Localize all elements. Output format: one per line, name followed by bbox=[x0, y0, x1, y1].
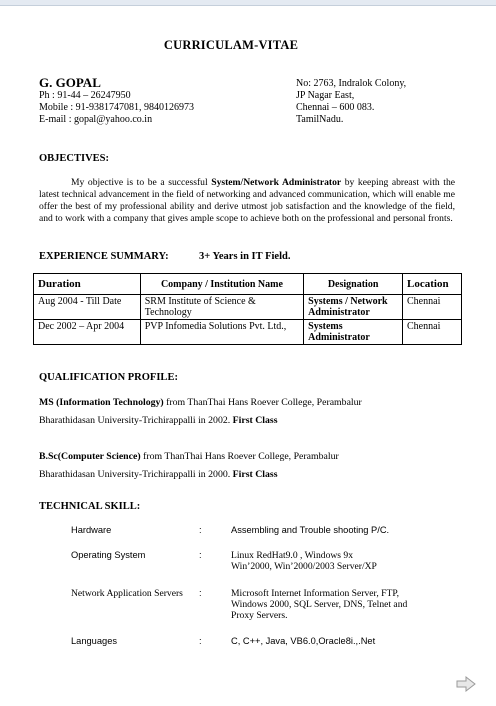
objectives-text: My objective is to be a successful System/Network Administrator by keeping abreast with the latest technical advancement in the field of networking and advanced communication, which will enable me offer the best of my professional ability and derive utmost job satisfaction and the knowledge of the field, and to work with a company that gives ample scope to achieve both on the professional and personal fronts. bbox=[39, 177, 455, 224]
table-row bbox=[34, 295, 462, 320]
objectives-heading: OBJECTIVES: bbox=[39, 153, 110, 164]
contact-block bbox=[39, 90, 194, 126]
skill-colon: : bbox=[199, 525, 202, 535]
arrow-right-icon[interactable] bbox=[456, 676, 476, 692]
skill-colon: : bbox=[199, 588, 202, 598]
cell-designation: Systems Administrator bbox=[304, 320, 403, 345]
skill-value: Linux RedHat9.0 , Windows 9x Win’2000, Win’2000/2003 Server/XP bbox=[231, 550, 377, 572]
column-header-company: Company / Institution Name bbox=[140, 274, 303, 295]
skill-colon: : bbox=[199, 550, 202, 560]
address-line: Chennai – 600 083. bbox=[296, 102, 375, 113]
experience-heading: EXPERIENCE SUMMARY: bbox=[39, 251, 169, 262]
table-row bbox=[34, 320, 462, 345]
skill-label: Languages bbox=[71, 636, 118, 646]
skill-label: Hardware bbox=[71, 525, 112, 535]
cell-duration: Dec 2002 – Apr 2004 bbox=[34, 320, 141, 345]
mobile-line: Mobile : 91-9381747081, 9840126973 bbox=[39, 102, 194, 113]
skill-colon: : bbox=[199, 636, 202, 646]
column-header-location: Location bbox=[403, 274, 462, 295]
email-line: E-mail : gopal@yahoo.co.in bbox=[39, 114, 153, 125]
skill-value: Assembling and Trouble shooting P/C. bbox=[231, 525, 390, 535]
technical-skill-heading: TECHNICAL SKILL: bbox=[39, 501, 141, 512]
skill-value: Microsoft Internet Information Server, FTP, Windows 2000, SQL Server, DNS, Telnet and Proxy Servers. bbox=[231, 588, 408, 621]
cell-location: Chennai bbox=[403, 295, 462, 320]
skill-value: C, C++, Java, VB6.0,Oracle8i.,.Net bbox=[231, 636, 376, 646]
cell-company: PVP Infomedia Solutions Pvt. Ltd., bbox=[140, 320, 303, 345]
cell-designation: Systems / Network Administrator bbox=[304, 295, 403, 320]
degree-name: MS (Information Technology) bbox=[39, 397, 164, 408]
qualification-heading: QUALIFICATION PROFILE: bbox=[39, 372, 178, 383]
qualification-line: MS (Information Technology) from ThanThai Hans Roever College, Perambalur bbox=[39, 397, 362, 408]
skill-label: Network Application Servers bbox=[71, 588, 183, 599]
phone-line: Ph : 91-44 – 26247950 bbox=[39, 90, 131, 101]
table-header-row bbox=[34, 274, 462, 295]
experience-summary: 3+ Years in IT Field. bbox=[199, 251, 291, 262]
university-line: Bharathidasan University-Trichirappalli in 2000. First Class bbox=[39, 469, 278, 480]
address-line: JP Nagar East, bbox=[296, 90, 355, 101]
cell-location: Chennai bbox=[403, 320, 462, 345]
column-header-designation: Designation bbox=[304, 274, 403, 295]
address-line: TamilNadu. bbox=[296, 114, 344, 125]
university-line: Bharathidasan University-Trichirappalli in 2002. First Class bbox=[39, 415, 278, 426]
address-line: No: 2763, Indralok Colony, bbox=[296, 78, 407, 89]
cell-duration: Aug 2004 - Till Date bbox=[34, 295, 141, 320]
address-block bbox=[296, 78, 406, 126]
document-title: CURRICULAM-VITAE bbox=[163, 38, 299, 52]
column-header-duration: Duration bbox=[34, 274, 141, 295]
experience-table bbox=[33, 273, 462, 345]
cell-company: SRM Institute of Science & Technology bbox=[140, 295, 303, 320]
applicant-name: G. GOPAL bbox=[39, 75, 101, 90]
qualification-line: B.Sc(Computer Science) from ThanThai Hans Roever College, Perambalur bbox=[39, 451, 339, 462]
skill-label: Operating System bbox=[71, 550, 146, 560]
degree-name: B.Sc(Computer Science) bbox=[39, 451, 141, 462]
